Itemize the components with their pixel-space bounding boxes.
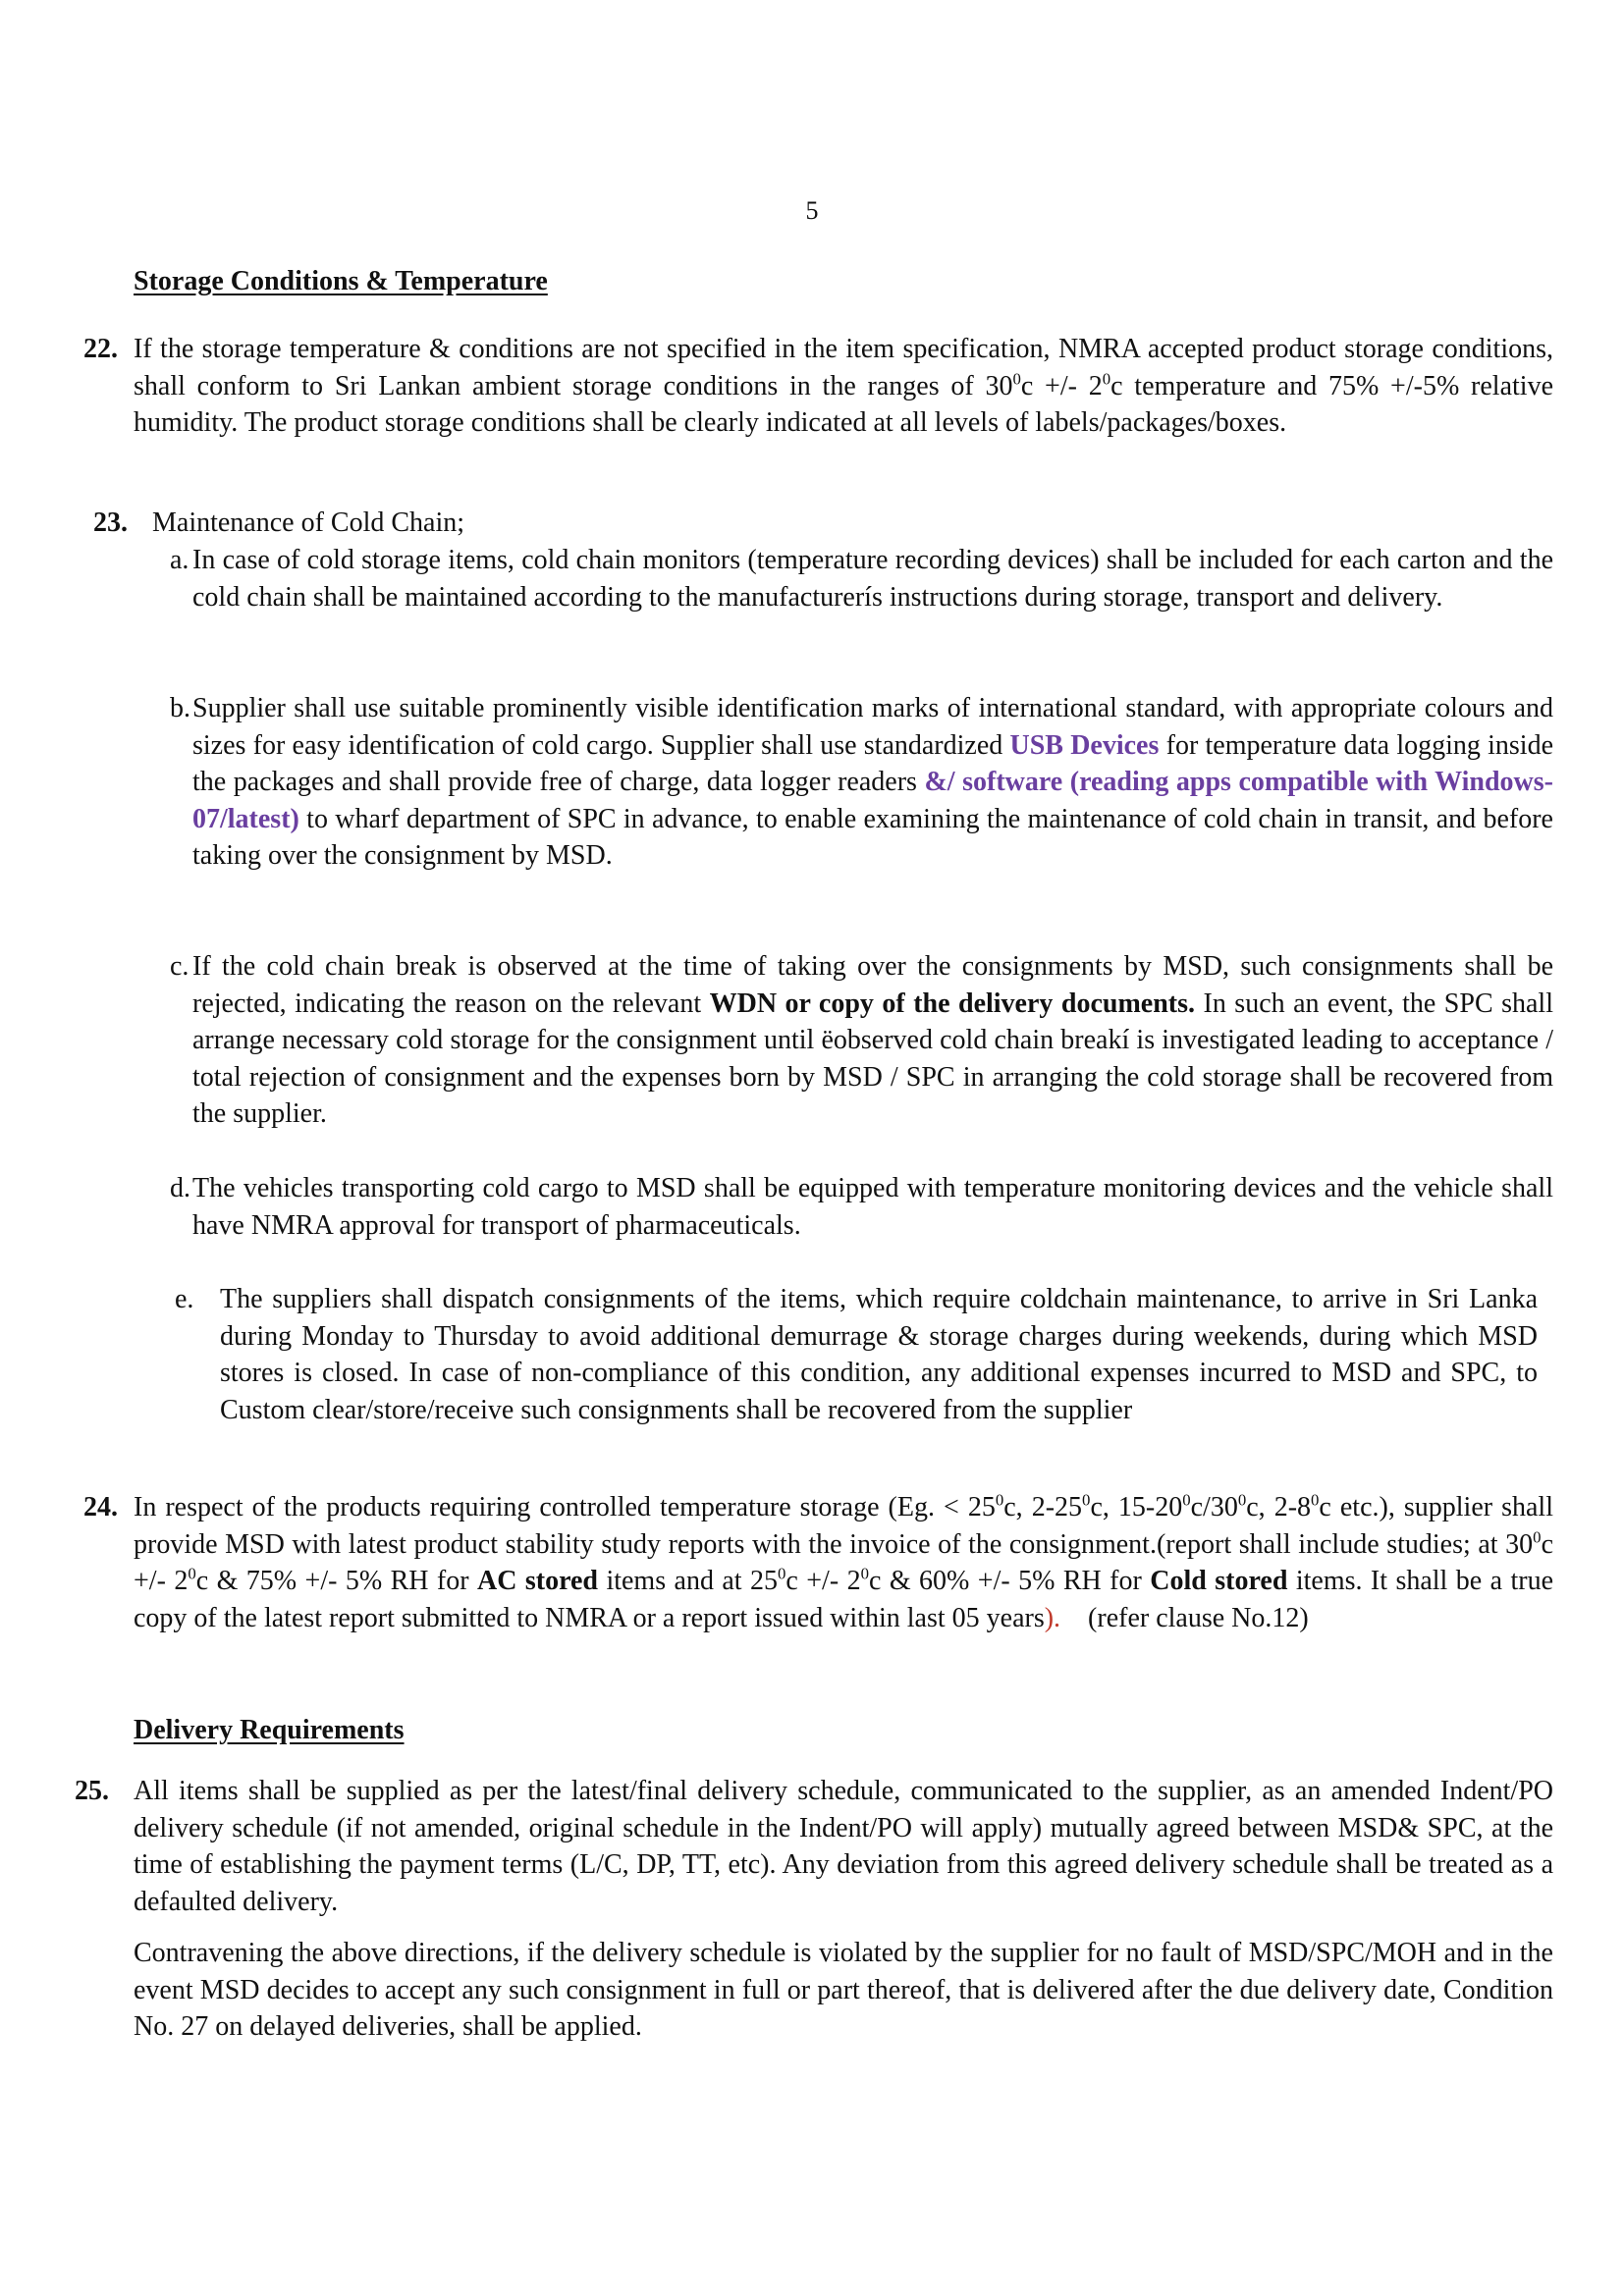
page-number: 5 [805, 196, 819, 225]
clause-25-paragraph-2: Contravening the above directions, if the delivery schedule is violated by the supplier for no fault of MSD/SPC/MOH and in the event MSD decides to accept any such consignment in full or part thereof, that is delivered after the due delivery date, Condition No. 27 on delayed deliveries, shall be applied. [134, 1938, 1553, 2042]
clause-25-number: 25. [75, 1776, 109, 1806]
item-b-label: b. [170, 693, 190, 723]
section-heading-storage: Storage Conditions & Temperature [134, 266, 548, 296]
clause-24-text: In respect of the products requiring controlled temperature storage (Eg. < $25^0c$, $2-25^0c$, $15-20^0c/30^0c$, $2-8^0c$ etc.), supplier shall provide MSD with latest product stability study reports with the invoice of the consignment.(report shall include studies; at $30^0c$ +/- $2^0c$ & 75% +/- 5% RH for AC stored items and at $25^0c$ +/- $2^0c$ & 60% +/- 5% RH for Cold stored items. It shall be a true copy of the latest report submitted to NMRA or a report issued within last 05 years). (refer clause No.12) [134, 1490, 1553, 1633]
clause-22-number: 22. [83, 334, 118, 364]
item-d-label: d. [170, 1173, 190, 1203]
software-highlight: &/ software (reading apps compatible with Windows-07/latest) [192, 767, 1553, 834]
item-e-label: e. [175, 1284, 194, 1314]
item-e-text: The suppliers shall dispatch consignments of the items, which require coldchain maintenance, to arrive in Sri Lanka during Monday to Thursday to avoid additional demurrage & storage charges during weekends, during which MSD stores is closed. In case of non-compliance of this condition, any additional expenses incurred to MSD and SPC, to Custom clear/store/receive such consignments shall be recovered from the supplier [220, 1284, 1538, 1425]
item-a-text: In case of cold storage items, cold chain monitors (temperature recording devices) shall be included for each carton and the cold chain shall be maintained according to the manufacturerís instructions during storage, transport and delivery. [192, 545, 1553, 613]
item-c-label: c. [170, 951, 189, 982]
item-c-text: If the cold chain break is observed at the time of taking over the consignments by MSD, such consignments shall be rejected, indicating the reason on the relevant WDN or copy of the delivery documents. In such an event, the SPC shall arrange necessary cold storage for the consignment until ëobserved cold chain breakí is investigated leading to acceptance / total rejection of consignment and the expenses born by MSD / SPC in arranging the cold storage shall be recovered from the supplier. [192, 951, 1553, 1129]
section-heading-delivery: Delivery Requirements [134, 1715, 405, 1745]
clause-25-paragraph-1: All items shall be supplied as per the latest/final delivery schedule, communicated to the supplier, as an amended Indent/PO delivery schedule (if not amended, original schedule in the Indent/PO will apply) mutually agreed between MSD& SPC, at the time of establishing the payment terms (L/C, DP, TT, etc). Any deviation from this agreed delivery schedule shall be treated as a defaulted delivery. [134, 1776, 1553, 1917]
clause-23-title: Maintenance of Cold Chain; [152, 507, 465, 538]
clause-22-text: If the storage temperature & conditions are not specified in the item specification, NMRA accepted product storage conditions, shall conform to Sri Lankan ambient storage conditions in the ranges of $30^0c$ +/- $2^0c$ temperature and 75% +/-5% relative humidity. The product storage conditions shall be clearly indicated at all levels of labels/packages/boxes. [134, 334, 1553, 438]
usb-devices-highlight: USB Devices [1009, 729, 1160, 761]
clause-23-number: 23. [93, 507, 128, 538]
item-b-text: Supplier shall use suitable prominently visible identification marks of international standard, with appropriate colours and sizes for easy identification of cold cargo. Supplier shall use standardized USB Devices for temperature data logging inside the packages and shall provide free of charge, data logger readers &/ software (reading apps compatible with Windows-07/latest) to wharf department of SPC in advance, to enable examining the maintenance of cold chain in transit, and before taking over the consignment by MSD. [192, 693, 1553, 871]
item-d-text: The vehicles transporting cold cargo to MSD shall be equipped with temperature monitoring devices and the vehicle shall have NMRA approval for transport of pharmaceuticals. [192, 1173, 1553, 1241]
clause-24-number: 24. [83, 1492, 118, 1522]
item-a-label: a. [170, 545, 189, 575]
